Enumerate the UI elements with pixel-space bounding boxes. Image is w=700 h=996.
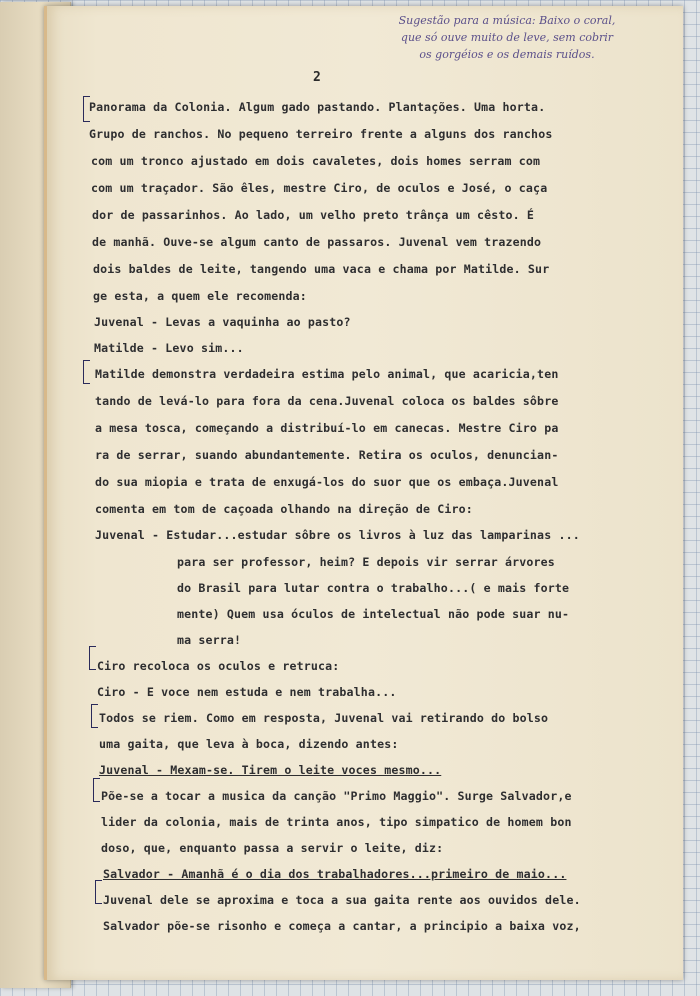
text-line: Grupo de ranchos. No pequeno terreiro frente a alguns dos ranchos (89, 127, 553, 141)
text-line: Todos se riem. Como em resposta, Juvenal vai retirando do bolso (99, 711, 549, 725)
page-number: 2 (313, 70, 321, 85)
text-line: dor de passarinhos. Ao lado, um velho preto trânça um cêsto. É (92, 208, 535, 222)
dialogue-salvador: Salvador - Amanhã é o dia dos trabalhadores...primeiro de maio... (103, 867, 567, 881)
margin-bracket (91, 704, 98, 728)
note-line: os gorgéios e os demais ruídos. (419, 48, 595, 61)
margin-bracket (93, 778, 100, 802)
text-line: tando de levá-lo para fora da cena.Juvenal coloca os baldes sôbre (95, 394, 559, 408)
margin-bracket (95, 880, 102, 904)
text-line: ma serra! (177, 633, 242, 647)
text-line: Salvador põe-se risonho e começa a cantar, a principio a baixa voz, (103, 919, 581, 933)
text-line: Juvenal dele se aproxima e toca a sua gaita rente aos ouvidos dele. (103, 893, 581, 907)
margin-bracket (83, 360, 90, 384)
dialogue-juvenal: Juvenal - Mexam-se. Tirem o leite voces mesmo... (99, 763, 442, 777)
text-line: com um tronco ajustado em dois cavaletes, dois homes serram com (91, 154, 541, 168)
text-line: comenta em tom de caçoada olhando na direção de Ciro: (95, 502, 473, 516)
text-line: doso, que, enquanto passa a servir o leite, diz: (101, 841, 444, 855)
dialogue-juvenal: Juvenal - Estudar...estudar sôbre os livros à luz das lamparinas ... (95, 528, 580, 542)
text-line: Ciro recoloca os oculos e retruca: (97, 659, 340, 673)
dialogue-juvenal: Juvenal - Levas a vaquinha ao pasto? (94, 315, 351, 329)
text-line: de manhã. Ouve-se algum canto de passaros. Juvenal vem trazendo (92, 235, 542, 249)
text-line: a mesa tosca, começando a distribuí-lo em canecas. Mestre Ciro pa (95, 421, 559, 435)
text-line: do Brasil para lutar contra o trabalho...( e mais forte (177, 581, 570, 595)
handwritten-note (337, 12, 677, 63)
note-line: Sugestão para a música: Baixo o coral, (398, 14, 616, 27)
text-line: uma gaita, que leva à boca, dizendo antes: (99, 737, 399, 751)
typescript-page (44, 6, 683, 980)
text-line: com um traçador. São êles, mestre Ciro, de oculos e José, o caça (91, 181, 548, 195)
dialogue-matilde: Matilde - Levo sim... (94, 341, 244, 355)
text-line: Matilde demonstra verdadeira estima pelo animal, que acaricia,ten (95, 367, 559, 381)
text-line: ge esta, a quem ele recomenda: (93, 289, 307, 303)
text-line: Panorama da Colonia. Algum gado pastando. Plantações. Uma horta. (89, 100, 546, 114)
text-line: do sua miopia e trata de enxugá-los do suor que os embaça.Juvenal (95, 475, 559, 489)
text-line: ra de serrar, suando abundantemente. Retira os oculos, denuncian- (95, 448, 559, 462)
text-line: lider da colonia, mais de trinta anos, tipo simpatico de homem bon (101, 815, 572, 829)
text-line: Põe-se a tocar a musica da canção "Primo Maggio". Surge Salvador,e (101, 789, 572, 803)
text-line: para ser professor, heim? E depois vir serrar árvores (177, 555, 555, 569)
dialogue-ciro: Ciro - E voce nem estuda e nem trabalha... (97, 685, 397, 699)
text-line: mente) Quem usa óculos de intelectual não pode suar nu- (177, 607, 570, 621)
text-line: dois baldes de leite, tangendo uma vaca e chama por Matilde. Sur (93, 262, 550, 276)
margin-bracket (89, 646, 96, 670)
note-line: que só ouve muito de leve, sem cobrir (400, 31, 614, 44)
